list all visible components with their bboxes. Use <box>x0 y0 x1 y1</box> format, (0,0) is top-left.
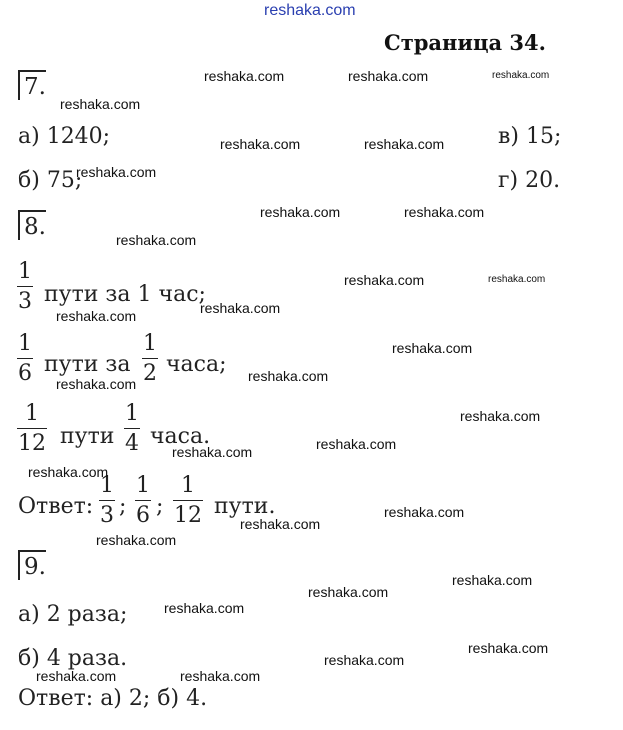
site-watermark-top: reshaka.com <box>264 2 356 19</box>
watermark: reshaka.com <box>344 272 425 288</box>
fraction-bar <box>173 500 203 501</box>
watermark: reshaka.com <box>76 164 157 180</box>
denominator: 12 <box>174 503 202 528</box>
numerator: 1 <box>25 401 39 426</box>
watermark: reshaka.com <box>248 368 329 384</box>
ex8-answer-end: пути. <box>214 494 276 519</box>
ex8-answer-fraction2 <box>135 474 151 528</box>
ex8-answer-sep1: ; <box>119 494 127 519</box>
ex8-line2-fraction1 <box>17 332 33 386</box>
fraction-bar <box>124 428 140 429</box>
ex8-line2-fraction2 <box>142 332 158 386</box>
ex8-line2-end: часа; <box>166 352 227 377</box>
watermark: reshaka.com <box>204 68 285 84</box>
ex8-line3-fraction1 <box>17 402 47 456</box>
watermark: reshaka.com <box>468 640 549 656</box>
ex8-line3-mid: пути <box>60 424 115 449</box>
ex8-answer-fraction1 <box>99 474 115 528</box>
watermark: reshaka.com <box>384 504 465 520</box>
denominator: 3 <box>18 289 32 314</box>
numerator: 1 <box>181 473 195 498</box>
watermark: reshaka.com <box>220 136 301 152</box>
watermark: reshaka.com <box>316 436 397 452</box>
exercise-9-number: 9. <box>18 550 46 580</box>
watermark: reshaka.com <box>452 572 533 588</box>
ex7-answer-b: б) 75; <box>18 168 83 193</box>
ex9-answer-a: а) 2 раза; <box>18 602 128 627</box>
watermark: reshaka.com <box>488 274 546 285</box>
denominator: 2 <box>143 361 157 386</box>
watermark: reshaka.com <box>460 408 541 424</box>
fraction-bar <box>135 500 151 501</box>
watermark: reshaka.com <box>172 444 253 460</box>
fraction-bar <box>99 500 115 501</box>
watermark: reshaka.com <box>200 300 281 316</box>
watermark: reshaka.com <box>164 600 245 616</box>
watermark: reshaka.com <box>180 668 261 684</box>
watermark: reshaka.com <box>116 232 197 248</box>
numerator: 1 <box>18 259 32 284</box>
watermark: reshaka.com <box>96 532 177 548</box>
watermark: reshaka.com <box>492 70 550 81</box>
denominator: 6 <box>18 361 32 386</box>
denominator: 12 <box>18 431 46 456</box>
ex8-line1-text: пути за 1 час; <box>44 282 206 307</box>
fraction-bar <box>17 286 33 287</box>
numerator: 1 <box>136 473 150 498</box>
ex8-answer-sep2: ; <box>156 494 164 519</box>
watermark: reshaka.com <box>36 668 117 684</box>
watermark: reshaka.com <box>28 464 109 480</box>
watermark: reshaka.com <box>364 136 445 152</box>
numerator: 1 <box>100 473 114 498</box>
exercise-7-number: 7. <box>18 70 46 100</box>
fraction-bar <box>142 358 158 359</box>
numerator: 1 <box>18 331 32 356</box>
fraction-bar <box>17 428 47 429</box>
ex8-line3-end: часа. <box>150 424 211 449</box>
denominator: 3 <box>100 503 114 528</box>
watermark: reshaka.com <box>260 204 341 220</box>
ex8-line1-fraction <box>17 260 33 314</box>
ex7-answer-a: а) 1240; <box>18 124 111 149</box>
ex7-answer-v: в) 15; <box>498 124 562 149</box>
ex8-line2-mid: пути за <box>44 352 131 377</box>
watermark: reshaka.com <box>56 376 137 392</box>
page-title: Страница 34. <box>384 30 546 55</box>
ex8-line3-fraction2 <box>124 402 140 456</box>
denominator: 6 <box>136 503 150 528</box>
ex7-answer-g: г) 20. <box>498 168 561 193</box>
numerator: 1 <box>125 401 139 426</box>
watermark: reshaka.com <box>404 204 485 220</box>
watermark: reshaka.com <box>56 308 137 324</box>
ex9-answer: Ответ: а) 2; б) 4. <box>18 686 208 711</box>
watermark: reshaka.com <box>348 68 429 84</box>
watermark: reshaka.com <box>308 584 389 600</box>
ex8-answer-label: Ответ: <box>18 494 94 519</box>
numerator: 1 <box>143 331 157 356</box>
watermark: reshaka.com <box>240 516 321 532</box>
watermark: reshaka.com <box>324 652 405 668</box>
fraction-bar <box>17 358 33 359</box>
watermark: reshaka.com <box>392 340 473 356</box>
denominator: 4 <box>125 431 139 456</box>
watermark: reshaka.com <box>60 96 141 112</box>
ex9-answer-b: б) 4 раза. <box>18 646 128 671</box>
exercise-8-number: 8. <box>18 210 46 240</box>
ex8-answer-fraction3 <box>173 474 203 528</box>
